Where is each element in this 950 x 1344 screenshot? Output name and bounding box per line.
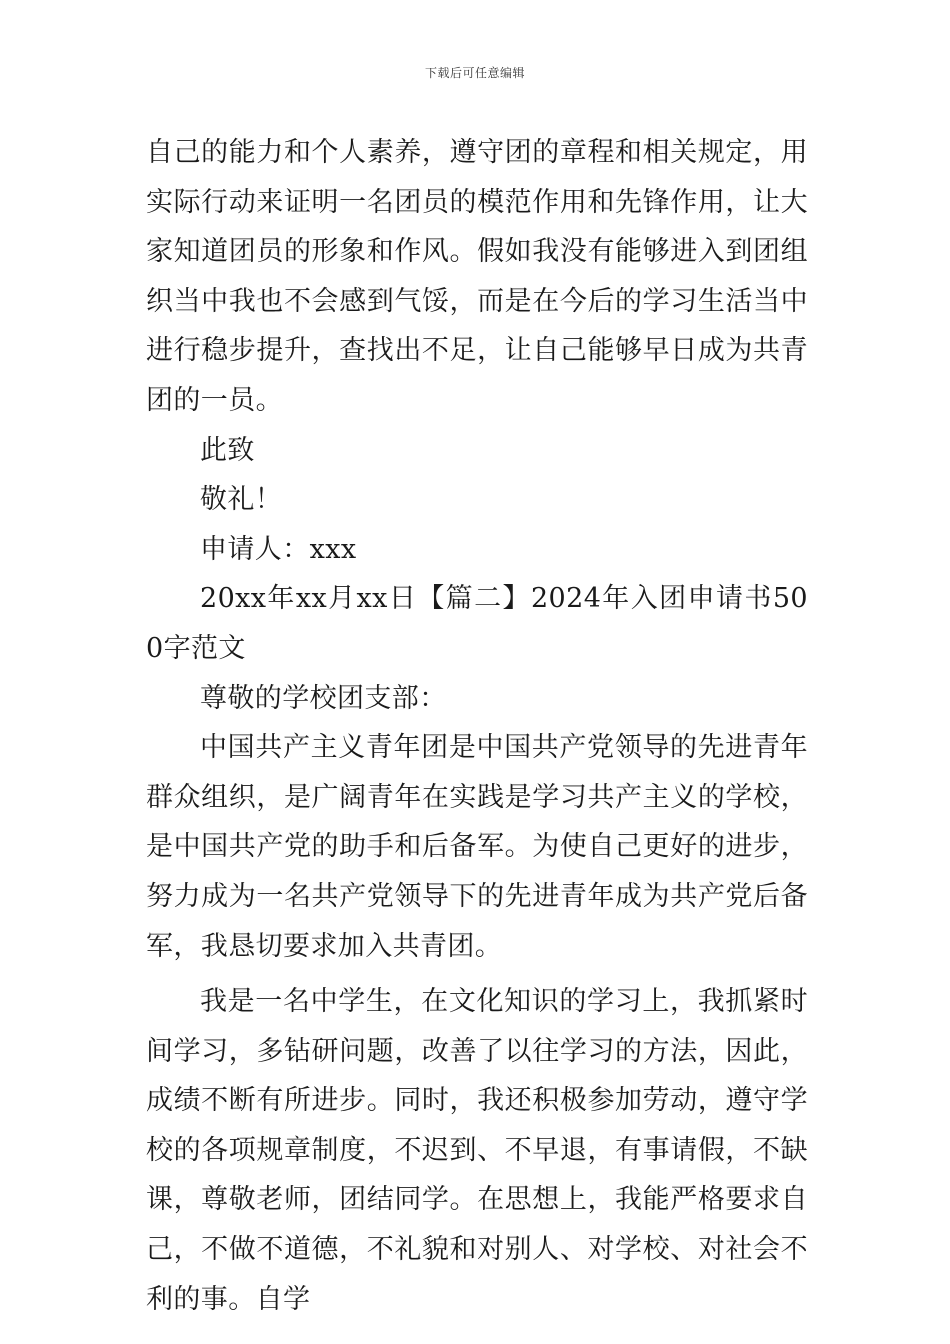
paragraph-greeting: 尊敬的学校团支部：	[200, 682, 447, 714]
paragraph-regards: 敬礼！	[200, 484, 283, 516]
paragraph-closing-salutation: 此致	[200, 434, 255, 466]
paragraph-intro: 中国共产主义青年团是中国共产党领导的先进青年群众组织，是广阔青年在实践是学习共产主义的学校，是中国共产党的助手和后备军。为使自己更好的进步，努力成为一名共产党领导下的先进青年成为共产党后备军，我恳切要求加入共青团。	[146, 732, 808, 962]
document-body	[146, 128, 808, 1324]
page-header-note: 下载后可任意编辑	[424, 66, 525, 80]
paragraph-date-and-title: 20xx年xx月xx日【篇二】2024年入团申请书500字范文	[146, 583, 808, 664]
paragraph-continuation: 自己的能力和个人素养，遵守团的章程和相关规定，用实际行动来证明一名团员的模范作用和先锋作用，让大家知道团员的形象和作风。假如我没有能够进入到团组织当中我也不会感到气馁，而是在今后的学习生活当中进行稳步提升，查找出不足，让自己能够早日成为共青团的一员。	[146, 137, 808, 416]
paragraph-self-description: 我是一名中学生，在文化知识的学习上，我抓紧时间学习，多钻研问题，改善了以往学习的方法，因此，成绩不断有所进步。同时，我还积极参加劳动，遵守学校的各项规章制度，不迟到、不早退，有事请假，不缺课，尊敬老师，团结同学。在思想上，我能严格要求自己，不做不道德，不礼貌和对别人、对学校、对社会不利的事。自学	[146, 986, 808, 1315]
paragraph-applicant: 申请人：xxx	[200, 533, 357, 565]
